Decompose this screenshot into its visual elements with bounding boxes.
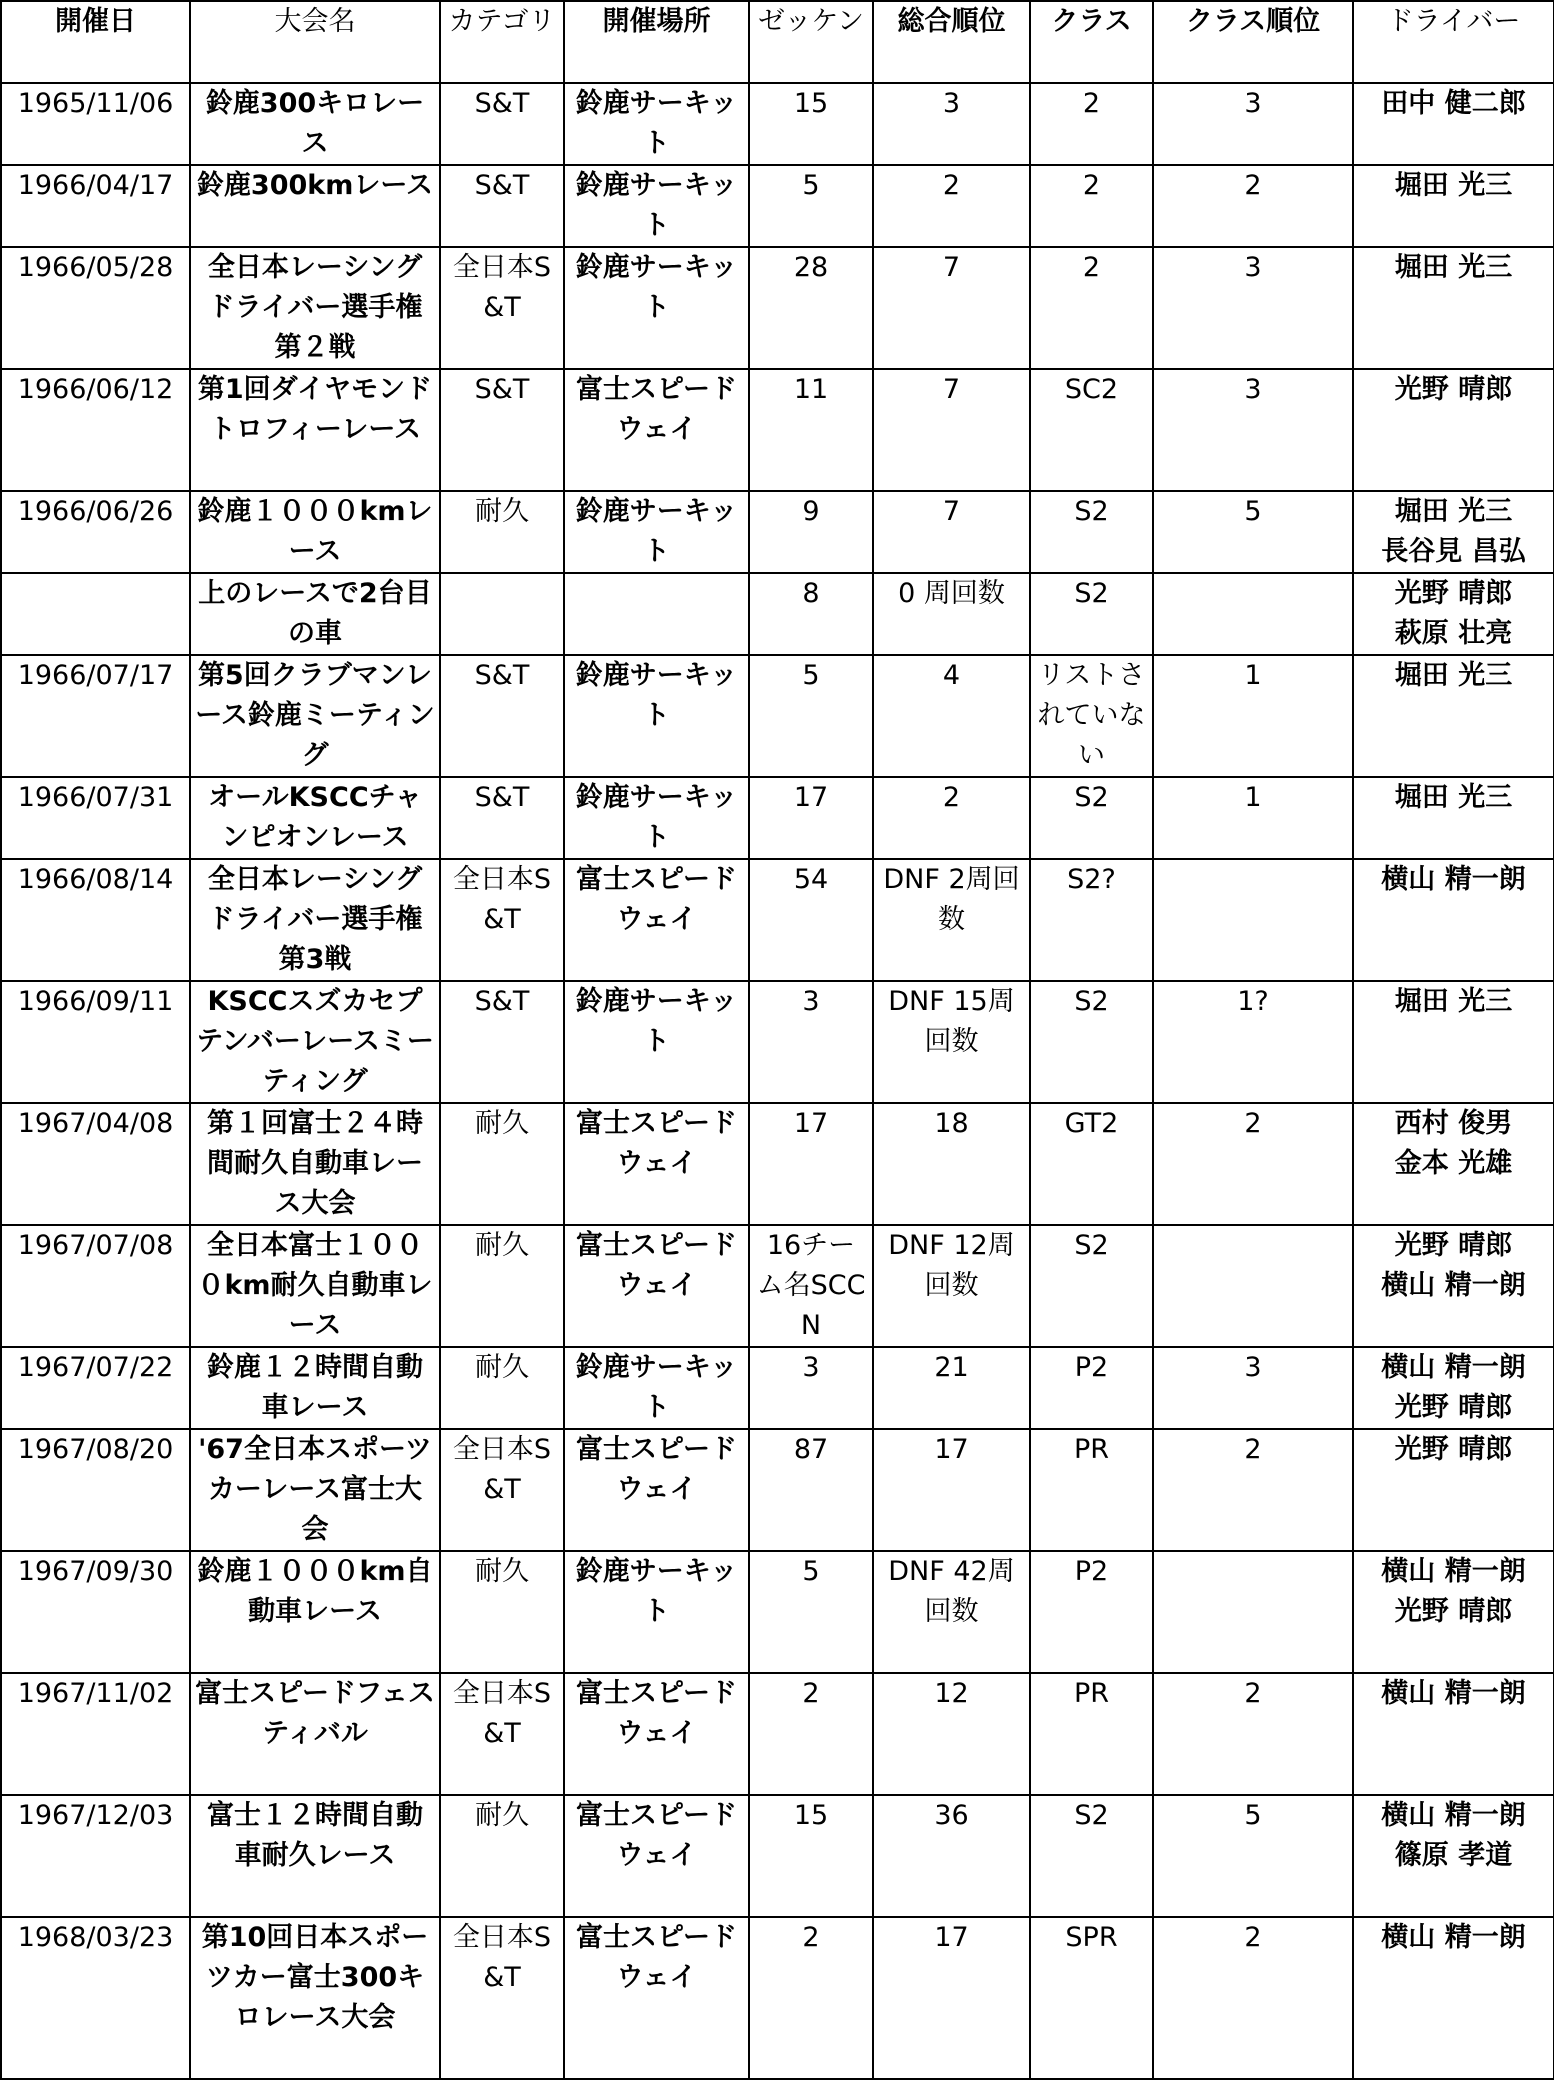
cell-overall-rank: 21 bbox=[873, 1347, 1030, 1429]
driver-name: 光野 晴郎 bbox=[1394, 374, 1513, 405]
cell-overall-rank: 2 bbox=[873, 777, 1030, 859]
table-row bbox=[1, 83, 1554, 165]
driver-name: 横山 精一朗 bbox=[1381, 864, 1526, 895]
cell-bib: 5 bbox=[749, 1551, 873, 1673]
cell-bib: 8 bbox=[749, 573, 873, 655]
driver-name: 横山 精一朗 bbox=[1381, 1800, 1526, 1831]
table-row bbox=[1, 1225, 1554, 1347]
cell-driver bbox=[1353, 777, 1554, 859]
cell-class: PR bbox=[1030, 1673, 1153, 1795]
cell-bib: 54 bbox=[749, 859, 873, 981]
cell-date: 1967/07/22 bbox=[1, 1347, 190, 1429]
header-event: 大会名 bbox=[190, 1, 440, 83]
cell-event: 全日本レーシングドライバー選手権第２戦 bbox=[190, 247, 440, 369]
cell-date: 1967/12/03 bbox=[1, 1795, 190, 1917]
cell-bib: 2 bbox=[749, 1673, 873, 1795]
cell-driver bbox=[1353, 1225, 1554, 1347]
cell-bib: 15 bbox=[749, 1795, 873, 1917]
cell-category: 全日本S&T bbox=[440, 859, 564, 981]
cell-date: 1966/05/28 bbox=[1, 247, 190, 369]
cell-category: 耐久 bbox=[440, 1795, 564, 1917]
cell-class: SC2 bbox=[1030, 369, 1153, 491]
cell-event: 全日本レーシングドライバー選手権第3戦 bbox=[190, 859, 440, 981]
table-row bbox=[1, 655, 1554, 777]
cell-date: 1967/11/02 bbox=[1, 1673, 190, 1795]
cell-driver bbox=[1353, 859, 1554, 981]
cell-overall-rank: 3 bbox=[873, 83, 1030, 165]
cell-date: 1967/09/30 bbox=[1, 1551, 190, 1673]
cell-class-rank: 2 bbox=[1153, 1917, 1353, 2079]
cell-category: S&T bbox=[440, 83, 564, 165]
cell-class: P2 bbox=[1030, 1347, 1153, 1429]
cell-class: PR bbox=[1030, 1429, 1153, 1551]
cell-class-rank: 3 bbox=[1153, 83, 1353, 165]
cell-date: 1966/08/14 bbox=[1, 859, 190, 981]
cell-category: 耐久 bbox=[440, 1103, 564, 1225]
table-row bbox=[1, 573, 1554, 655]
cell-category: S&T bbox=[440, 981, 564, 1103]
cell-overall-rank: 17 bbox=[873, 1429, 1030, 1551]
cell-class-rank: 5 bbox=[1153, 491, 1353, 573]
cell-driver bbox=[1353, 981, 1554, 1103]
cell-event: '67全日本スポーツカーレース富士大会 bbox=[190, 1429, 440, 1551]
cell-class: 2 bbox=[1030, 247, 1153, 369]
table-row bbox=[1, 491, 1554, 573]
cell-venue: 鈴鹿サーキット bbox=[564, 981, 749, 1103]
cell-date: 1966/07/17 bbox=[1, 655, 190, 777]
cell-venue: 鈴鹿サーキット bbox=[564, 165, 749, 247]
cell-venue: 鈴鹿サーキット bbox=[564, 247, 749, 369]
cell-class-rank: 2 bbox=[1153, 1103, 1353, 1225]
cell-bib: 11 bbox=[749, 369, 873, 491]
cell-class: S2 bbox=[1030, 777, 1153, 859]
cell-venue: 鈴鹿サーキット bbox=[564, 655, 749, 777]
cell-venue: 鈴鹿サーキット bbox=[564, 1347, 749, 1429]
header-class: クラス bbox=[1030, 1, 1153, 83]
cell-date: 1968/03/23 bbox=[1, 1917, 190, 2079]
driver-name: 萩原 壮亮 bbox=[1394, 618, 1513, 649]
cell-bib: 3 bbox=[749, 981, 873, 1103]
cell-event: 上のレースで2台目の車 bbox=[190, 573, 440, 655]
driver-name: 光野 晴郎 bbox=[1394, 1596, 1513, 1627]
driver-name: 堀田 光三 bbox=[1394, 660, 1513, 691]
cell-class-rank bbox=[1153, 573, 1353, 655]
table-row bbox=[1, 1429, 1554, 1551]
driver-name: 横山 精一朗 bbox=[1381, 1678, 1526, 1709]
header-row bbox=[1, 1, 1554, 83]
table-row bbox=[1, 1551, 1554, 1673]
cell-overall-rank: DNF 2周回数 bbox=[873, 859, 1030, 981]
cell-date: 1966/04/17 bbox=[1, 165, 190, 247]
driver-name: 金本 光雄 bbox=[1394, 1148, 1513, 1179]
cell-date bbox=[1, 573, 190, 655]
table-body bbox=[1, 83, 1554, 2079]
cell-class: S2 bbox=[1030, 573, 1153, 655]
cell-venue: 富士スピードウェイ bbox=[564, 1673, 749, 1795]
cell-bib: 87 bbox=[749, 1429, 873, 1551]
cell-category: 全日本S&T bbox=[440, 1429, 564, 1551]
cell-class: S2 bbox=[1030, 1795, 1153, 1917]
cell-bib: 3 bbox=[749, 1347, 873, 1429]
cell-date: 1966/07/31 bbox=[1, 777, 190, 859]
cell-event: KSCCスズカセプテンバーレースミーティング bbox=[190, 981, 440, 1103]
cell-class-rank bbox=[1153, 1225, 1353, 1347]
cell-overall-rank: 12 bbox=[873, 1673, 1030, 1795]
cell-bib: 16チーム名SCCN bbox=[749, 1225, 873, 1347]
cell-class-rank bbox=[1153, 1551, 1353, 1673]
cell-category: 耐久 bbox=[440, 1225, 564, 1347]
header-driver: ドライバー bbox=[1353, 1, 1554, 83]
cell-class: SPR bbox=[1030, 1917, 1153, 2079]
cell-event: 富士スピードフェスティバル bbox=[190, 1673, 440, 1795]
driver-name: 横山 精一朗 bbox=[1381, 1922, 1526, 1953]
cell-class-rank: 1 bbox=[1153, 655, 1353, 777]
cell-date: 1967/08/20 bbox=[1, 1429, 190, 1551]
cell-category: 全日本S&T bbox=[440, 1917, 564, 2079]
cell-bib: 2 bbox=[749, 1917, 873, 2079]
cell-venue: 富士スピードウェイ bbox=[564, 1103, 749, 1225]
cell-event: 全日本富士１０００km耐久自動車レース bbox=[190, 1225, 440, 1347]
cell-driver bbox=[1353, 1429, 1554, 1551]
cell-venue: 富士スピードウェイ bbox=[564, 1917, 749, 2079]
cell-overall-rank: 2 bbox=[873, 165, 1030, 247]
cell-class-rank: 2 bbox=[1153, 1429, 1353, 1551]
driver-name: 光野 晴郎 bbox=[1394, 1392, 1513, 1423]
cell-venue: 鈴鹿サーキット bbox=[564, 1551, 749, 1673]
cell-class: GT2 bbox=[1030, 1103, 1153, 1225]
cell-event: 鈴鹿１２時間自動車レース bbox=[190, 1347, 440, 1429]
cell-driver bbox=[1353, 1795, 1554, 1917]
cell-driver bbox=[1353, 491, 1554, 573]
cell-class-rank: 3 bbox=[1153, 1347, 1353, 1429]
table-row bbox=[1, 1795, 1554, 1917]
cell-event: 鈴鹿300kmレース bbox=[190, 165, 440, 247]
cell-venue bbox=[564, 573, 749, 655]
cell-class-rank: 3 bbox=[1153, 369, 1353, 491]
cell-venue: 富士スピードウェイ bbox=[564, 1429, 749, 1551]
cell-class-rank: 5 bbox=[1153, 1795, 1353, 1917]
cell-bib: 9 bbox=[749, 491, 873, 573]
cell-venue: 富士スピードウェイ bbox=[564, 369, 749, 491]
cell-date: 1965/11/06 bbox=[1, 83, 190, 165]
cell-venue: 鈴鹿サーキット bbox=[564, 83, 749, 165]
cell-overall-rank: DNF 42周回数 bbox=[873, 1551, 1030, 1673]
driver-name: 堀田 光三 bbox=[1394, 170, 1513, 201]
header-venue: 開催場所 bbox=[564, 1, 749, 83]
driver-name: 堀田 光三 bbox=[1394, 782, 1513, 813]
cell-overall-rank: DNF 12周回数 bbox=[873, 1225, 1030, 1347]
driver-name: 堀田 光三 bbox=[1394, 986, 1513, 1017]
header-overall-rank: 総合順位 bbox=[873, 1, 1030, 83]
cell-class: P2 bbox=[1030, 1551, 1153, 1673]
cell-overall-rank: 7 bbox=[873, 491, 1030, 573]
cell-class: S2 bbox=[1030, 981, 1153, 1103]
cell-venue: 鈴鹿サーキット bbox=[564, 491, 749, 573]
table-row bbox=[1, 369, 1554, 491]
cell-driver bbox=[1353, 369, 1554, 491]
cell-category bbox=[440, 573, 564, 655]
cell-event: オールKSCCチャンピオンレース bbox=[190, 777, 440, 859]
cell-driver bbox=[1353, 83, 1554, 165]
cell-event: 第１回富士２４時間耐久自動車レース大会 bbox=[190, 1103, 440, 1225]
cell-bib: 17 bbox=[749, 1103, 873, 1225]
cell-bib: 15 bbox=[749, 83, 873, 165]
header-date: 開催日 bbox=[1, 1, 190, 83]
cell-driver bbox=[1353, 247, 1554, 369]
cell-category: S&T bbox=[440, 165, 564, 247]
cell-event: 鈴鹿300キロレース bbox=[190, 83, 440, 165]
cell-class-rank: 2 bbox=[1153, 165, 1353, 247]
cell-event: 鈴鹿１０００kmレース bbox=[190, 491, 440, 573]
cell-overall-rank: 36 bbox=[873, 1795, 1030, 1917]
cell-class-rank: 2 bbox=[1153, 1673, 1353, 1795]
table-row bbox=[1, 247, 1554, 369]
table-row bbox=[1, 1673, 1554, 1795]
table-row bbox=[1, 1103, 1554, 1225]
table-row bbox=[1, 165, 1554, 247]
table-row bbox=[1, 1917, 1554, 2079]
cell-driver bbox=[1353, 1917, 1554, 2079]
table-row bbox=[1, 1347, 1554, 1429]
cell-category: 全日本S&T bbox=[440, 247, 564, 369]
driver-name: 田中 健二郎 bbox=[1381, 88, 1526, 119]
cell-overall-rank: 7 bbox=[873, 247, 1030, 369]
cell-category: 耐久 bbox=[440, 491, 564, 573]
cell-overall-rank: 4 bbox=[873, 655, 1030, 777]
cell-category: S&T bbox=[440, 777, 564, 859]
driver-name: 光野 晴郎 bbox=[1394, 578, 1513, 609]
cell-overall-rank: 17 bbox=[873, 1917, 1030, 2079]
cell-event: 第10回日本スポーツカー富士300キロレース大会 bbox=[190, 1917, 440, 2079]
cell-category: 耐久 bbox=[440, 1551, 564, 1673]
cell-driver bbox=[1353, 1103, 1554, 1225]
cell-bib: 17 bbox=[749, 777, 873, 859]
cell-class: リストされていない bbox=[1030, 655, 1153, 777]
cell-driver bbox=[1353, 1673, 1554, 1795]
cell-category: S&T bbox=[440, 655, 564, 777]
driver-name: 横山 精一朗 bbox=[1381, 1556, 1526, 1587]
cell-overall-rank: DNF 15周回数 bbox=[873, 981, 1030, 1103]
cell-driver bbox=[1353, 165, 1554, 247]
cell-date: 1967/04/08 bbox=[1, 1103, 190, 1225]
cell-class-rank: 1? bbox=[1153, 981, 1353, 1103]
driver-name: 堀田 光三 bbox=[1394, 496, 1513, 527]
cell-venue: 富士スピードウェイ bbox=[564, 1225, 749, 1347]
cell-driver bbox=[1353, 573, 1554, 655]
cell-driver bbox=[1353, 1347, 1554, 1429]
cell-class: S2 bbox=[1030, 491, 1153, 573]
cell-date: 1967/07/08 bbox=[1, 1225, 190, 1347]
cell-class: S2 bbox=[1030, 1225, 1153, 1347]
cell-overall-rank: 18 bbox=[873, 1103, 1030, 1225]
cell-overall-rank: 7 bbox=[873, 369, 1030, 491]
header-class-rank: クラス順位 bbox=[1153, 1, 1353, 83]
cell-event: 富士１２時間自動車耐久レース bbox=[190, 1795, 440, 1917]
cell-overall-rank: 0 周回数 bbox=[873, 573, 1030, 655]
table-row bbox=[1, 859, 1554, 981]
cell-date: 1966/06/26 bbox=[1, 491, 190, 573]
table-row bbox=[1, 777, 1554, 859]
cell-venue: 鈴鹿サーキット bbox=[564, 777, 749, 859]
cell-bib: 28 bbox=[749, 247, 873, 369]
cell-driver bbox=[1353, 1551, 1554, 1673]
header-category: カテゴリ bbox=[440, 1, 564, 83]
driver-name: 長谷見 昌弘 bbox=[1381, 536, 1526, 567]
table-row bbox=[1, 981, 1554, 1103]
cell-driver bbox=[1353, 655, 1554, 777]
cell-class-rank: 1 bbox=[1153, 777, 1353, 859]
cell-event: 第5回クラブマンレース鈴鹿ミーティング bbox=[190, 655, 440, 777]
driver-name: 堀田 光三 bbox=[1394, 252, 1513, 283]
cell-class: 2 bbox=[1030, 165, 1153, 247]
cell-class-rank: 3 bbox=[1153, 247, 1353, 369]
driver-name: 篠原 孝道 bbox=[1394, 1840, 1513, 1871]
cell-event: 鈴鹿１０００km自動車レース bbox=[190, 1551, 440, 1673]
cell-class: 2 bbox=[1030, 83, 1153, 165]
driver-name: 西村 俊男 bbox=[1394, 1108, 1513, 1139]
cell-event: 第1回ダイヤモンドトロフィーレース bbox=[190, 369, 440, 491]
header-bib: ゼッケン bbox=[749, 1, 873, 83]
driver-name: 光野 晴郎 bbox=[1394, 1434, 1513, 1465]
cell-category: 全日本S&T bbox=[440, 1673, 564, 1795]
driver-name: 光野 晴郎 bbox=[1394, 1230, 1513, 1261]
cell-class: S2? bbox=[1030, 859, 1153, 981]
cell-class-rank bbox=[1153, 859, 1353, 981]
cell-category: S&T bbox=[440, 369, 564, 491]
cell-venue: 富士スピードウェイ bbox=[564, 859, 749, 981]
driver-name: 横山 精一朗 bbox=[1381, 1352, 1526, 1383]
driver-name: 横山 精一朗 bbox=[1381, 1270, 1526, 1301]
cell-venue: 富士スピードウェイ bbox=[564, 1795, 749, 1917]
cell-date: 1966/06/12 bbox=[1, 369, 190, 491]
cell-bib: 5 bbox=[749, 655, 873, 777]
cell-bib: 5 bbox=[749, 165, 873, 247]
cell-date: 1966/09/11 bbox=[1, 981, 190, 1103]
cell-category: 耐久 bbox=[440, 1347, 564, 1429]
